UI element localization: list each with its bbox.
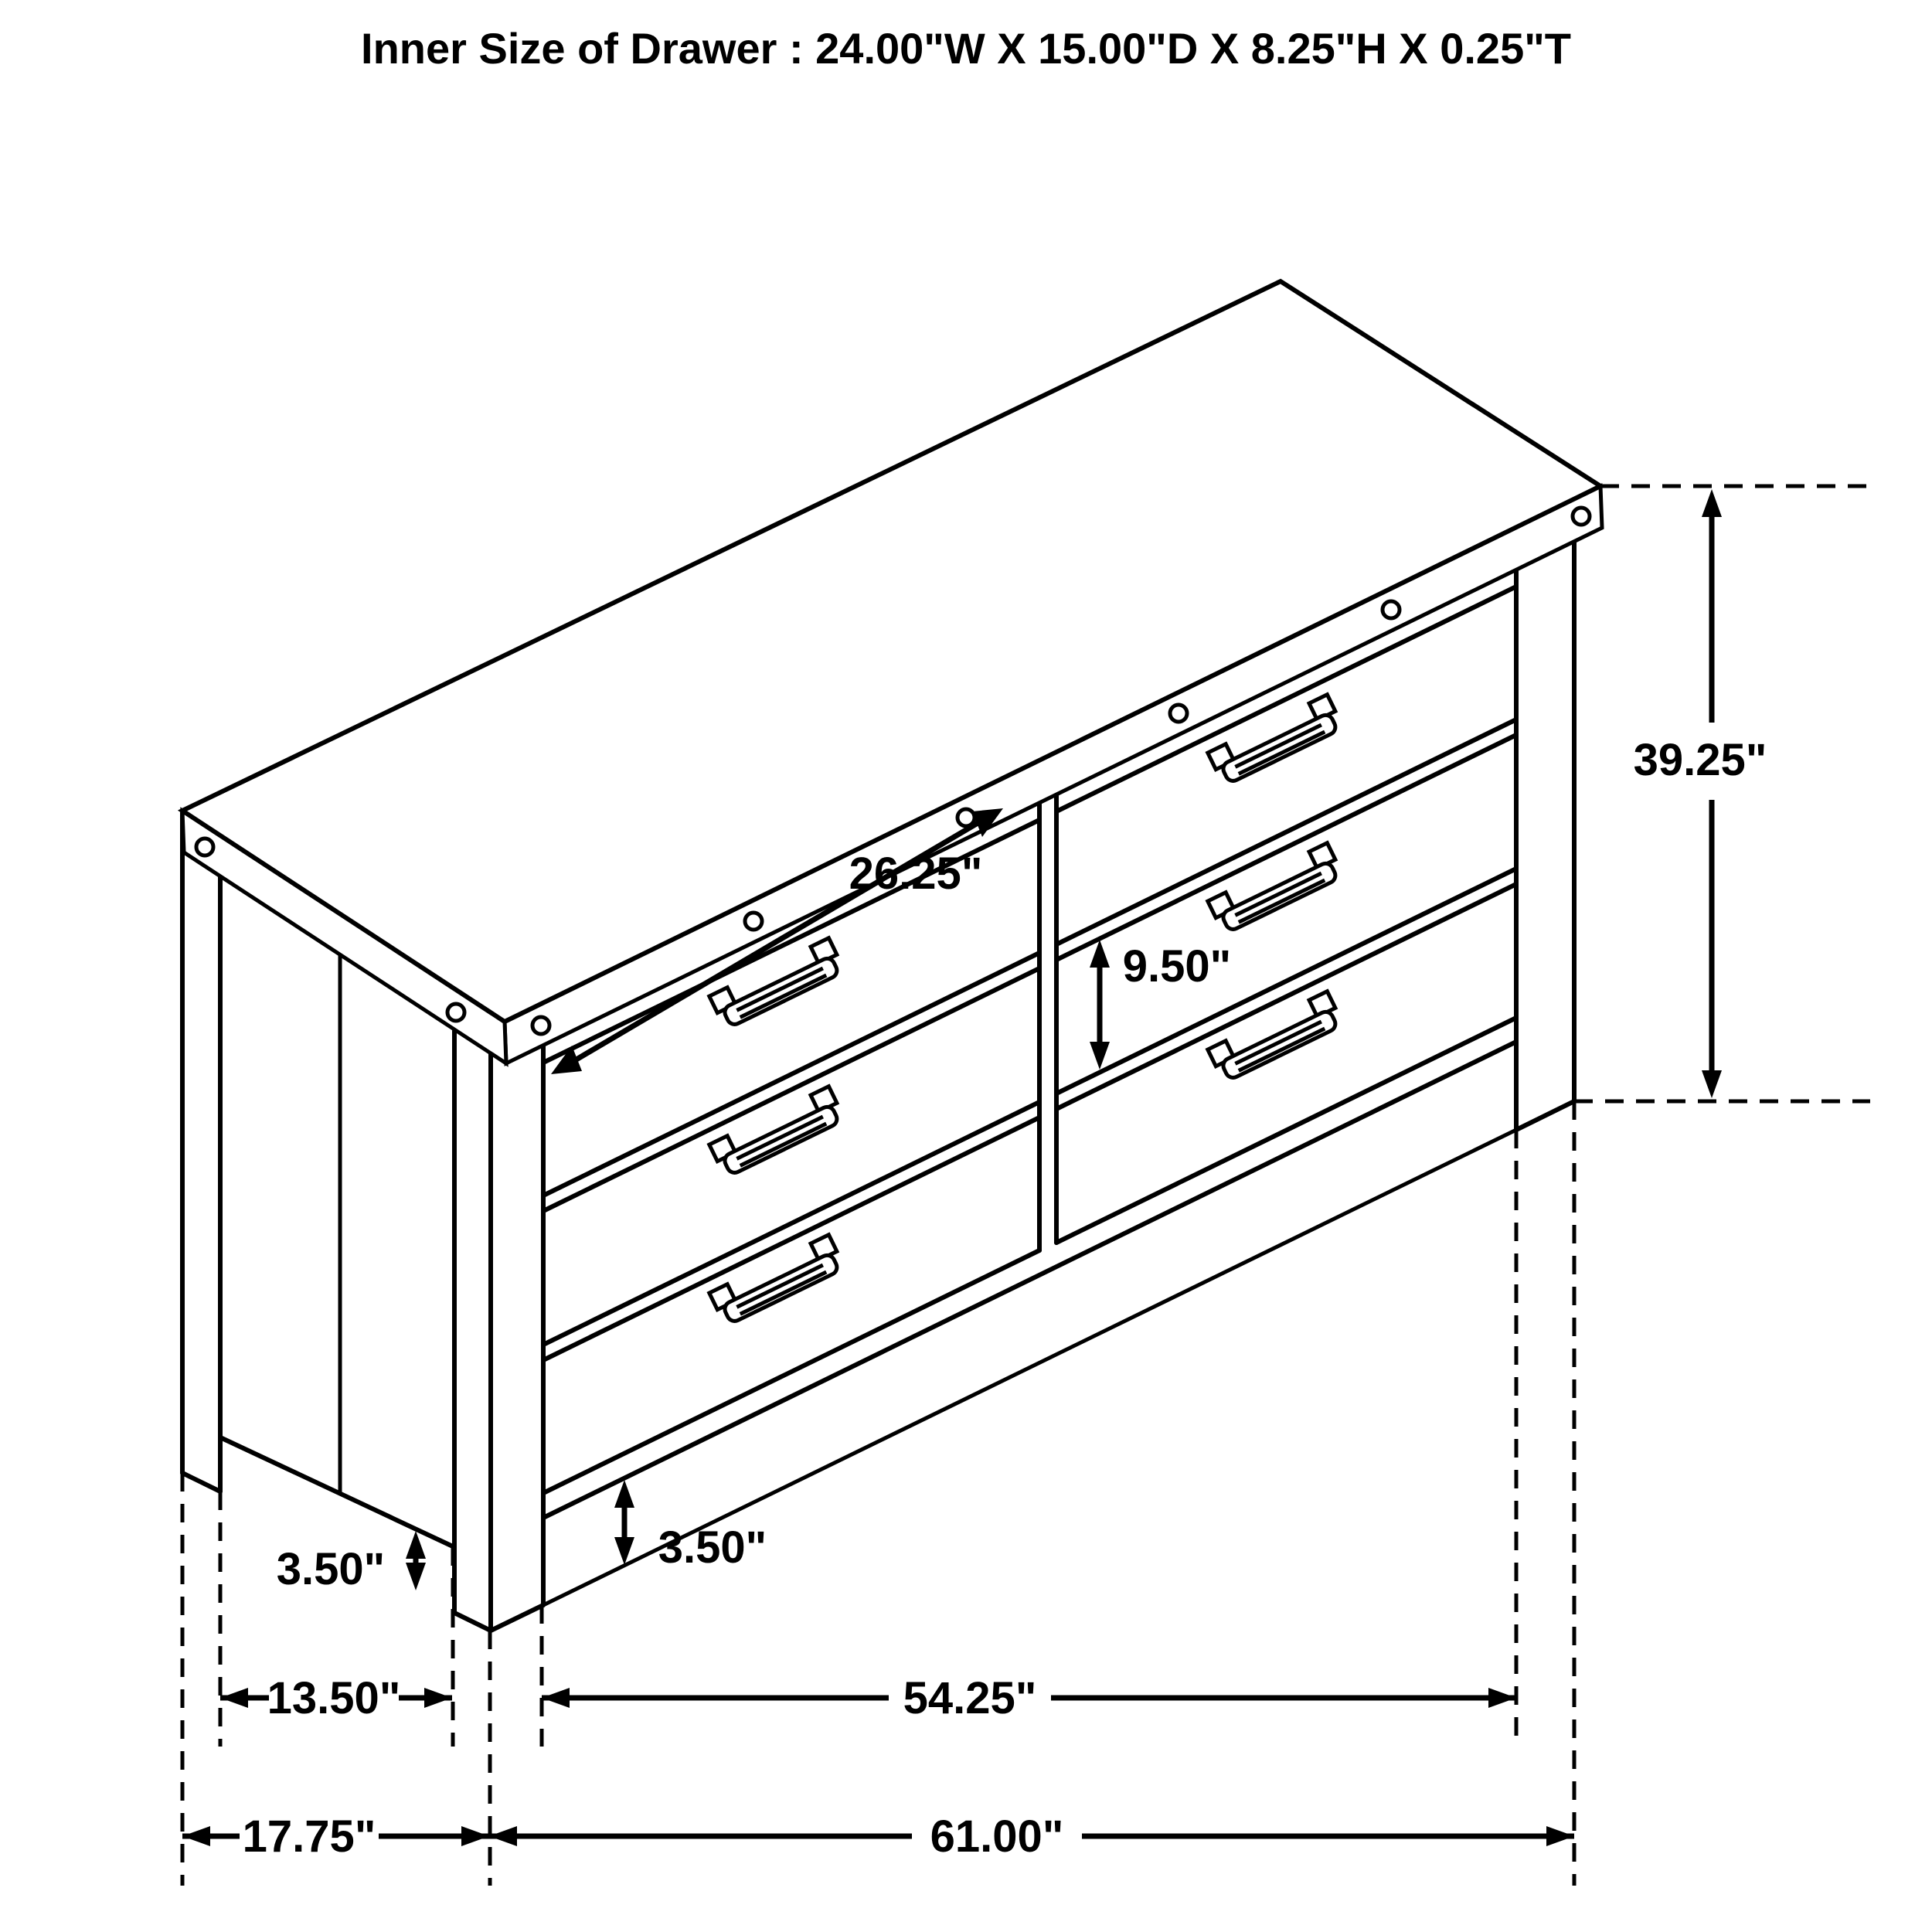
diagram-title: Inner Size of Drawer : 24.00"W X 15.00"D X 8.25"H X 0.25"T: [361, 24, 1571, 73]
dim-drawer-front-height-label: 9.50": [1122, 941, 1232, 992]
dim-drawer-width-label: 26.25": [849, 849, 983, 899]
dim-overall-width-label: 61.00": [930, 1811, 1064, 1862]
dim-leg-height-side-label: 3.50": [276, 1544, 386, 1594]
dim-overall-depth-label: 17.75": [242, 1811, 376, 1862]
dim-side-span-label: 13.50": [267, 1673, 401, 1723]
dim-front-span-label: 54.25": [903, 1673, 1037, 1723]
dim-overall-height-label: 39.25": [1633, 735, 1767, 785]
dim-leg-height-front-label: 3.50": [658, 1522, 767, 1573]
